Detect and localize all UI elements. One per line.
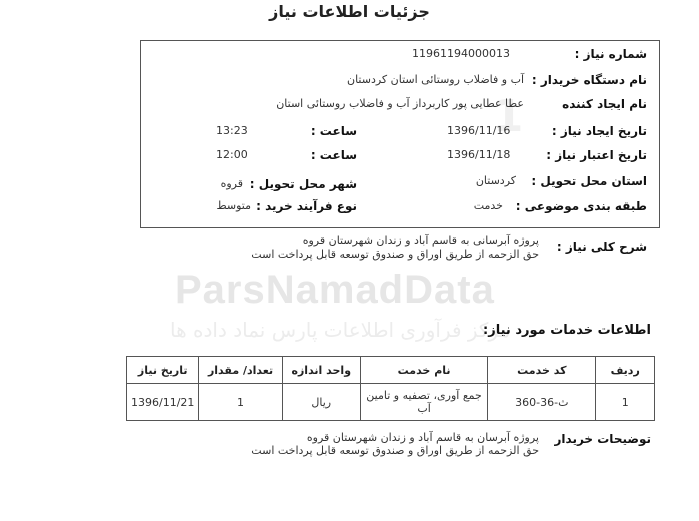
creator-value: عطا عطایی پور کاربرداز آب و فاضلاب روستائی استان [276, 97, 524, 110]
process-type-value: متوسط [216, 199, 251, 212]
cell-code: ث-36-360 [488, 384, 596, 421]
delivery-city-label: شهر محل تحویل : [249, 177, 357, 191]
col-code: کد خدمت [488, 357, 596, 384]
cell-qty: 1 [199, 384, 282, 421]
table-row [127, 384, 655, 421]
watermark-number: 1 [492, 91, 524, 142]
buyer-org-label: نام دستگاه خریدار : [531, 73, 647, 87]
validity-date-label: تاریخ اعتبار نیاز : [546, 148, 647, 162]
services-heading: اطلاعات خدمات مورد نیاز: [483, 323, 651, 338]
delivery-province-label: استان محل تحویل : [531, 174, 647, 188]
process-type-label: نوع فرآیند خرید : [256, 199, 357, 213]
general-description-label: شرح کلی نیاز : [556, 240, 647, 254]
col-qty: تعداد/ مقدار [199, 357, 282, 384]
validity-date-value: 1396/11/18 [447, 148, 511, 161]
buyer-org-value: آب و فاضلاب روستائی استان کردستان [346, 73, 524, 86]
col-row: ردیف [596, 357, 655, 384]
buyer-notes-line1: پروژه آبرسان به قاسم آباد و زندان شهرستان قروه [306, 431, 539, 444]
need-number-value: 11961194000013 [412, 47, 510, 60]
delivery-province-value: کردستان [475, 174, 516, 187]
cell-row: 1 [596, 384, 655, 421]
validity-time-value: 12:00 [216, 148, 248, 161]
watermark-text: مرکز فرآوری اطلاعات پارس نماد داده ها [170, 318, 511, 342]
created-time-label: ساعت : [310, 124, 357, 138]
col-name: نام خدمت [360, 357, 487, 384]
services-table-header [127, 357, 655, 384]
watermark-brand: ParsNamadData [175, 268, 495, 312]
services-table [126, 356, 655, 421]
general-description-line1: پروژه آبرسانی به قاسم آباد و زندان شهرستان قروه [302, 234, 539, 247]
category-label: طبقه بندی موضوعی : [515, 199, 647, 213]
page-title: جزئیات اطلاعات نیاز [269, 2, 430, 21]
col-unit: واحد اندازه [282, 357, 360, 384]
need-number-label: شماره نیاز : [574, 47, 647, 61]
cell-name: جمع آوری، تصفیه و تامین آب [360, 384, 487, 421]
category-value: خدمت [473, 199, 503, 212]
creator-label: نام ایجاد کننده [562, 97, 647, 111]
validity-time-label: ساعت : [310, 148, 357, 162]
buyer-notes-label: توضیحات خریدار [554, 432, 651, 446]
cell-unit: ریال [282, 384, 360, 421]
created-date-value: 1396/11/16 [447, 124, 511, 137]
cell-date: 1396/11/21 [127, 384, 199, 421]
general-description-line2: حق الزحمه از طریق اوراق و صندوق توسعه قابل پرداخت است [251, 248, 539, 261]
col-date: تاریخ نیاز [127, 357, 199, 384]
created-date-label: تاریخ ایجاد نیاز : [551, 124, 647, 138]
delivery-city-value: قروه [220, 177, 243, 190]
buyer-notes-line2: حق الزحمه از طریق اوراق و صندوق توسعه قابل پرداخت است [251, 444, 539, 457]
created-time-value: 13:23 [216, 124, 248, 137]
